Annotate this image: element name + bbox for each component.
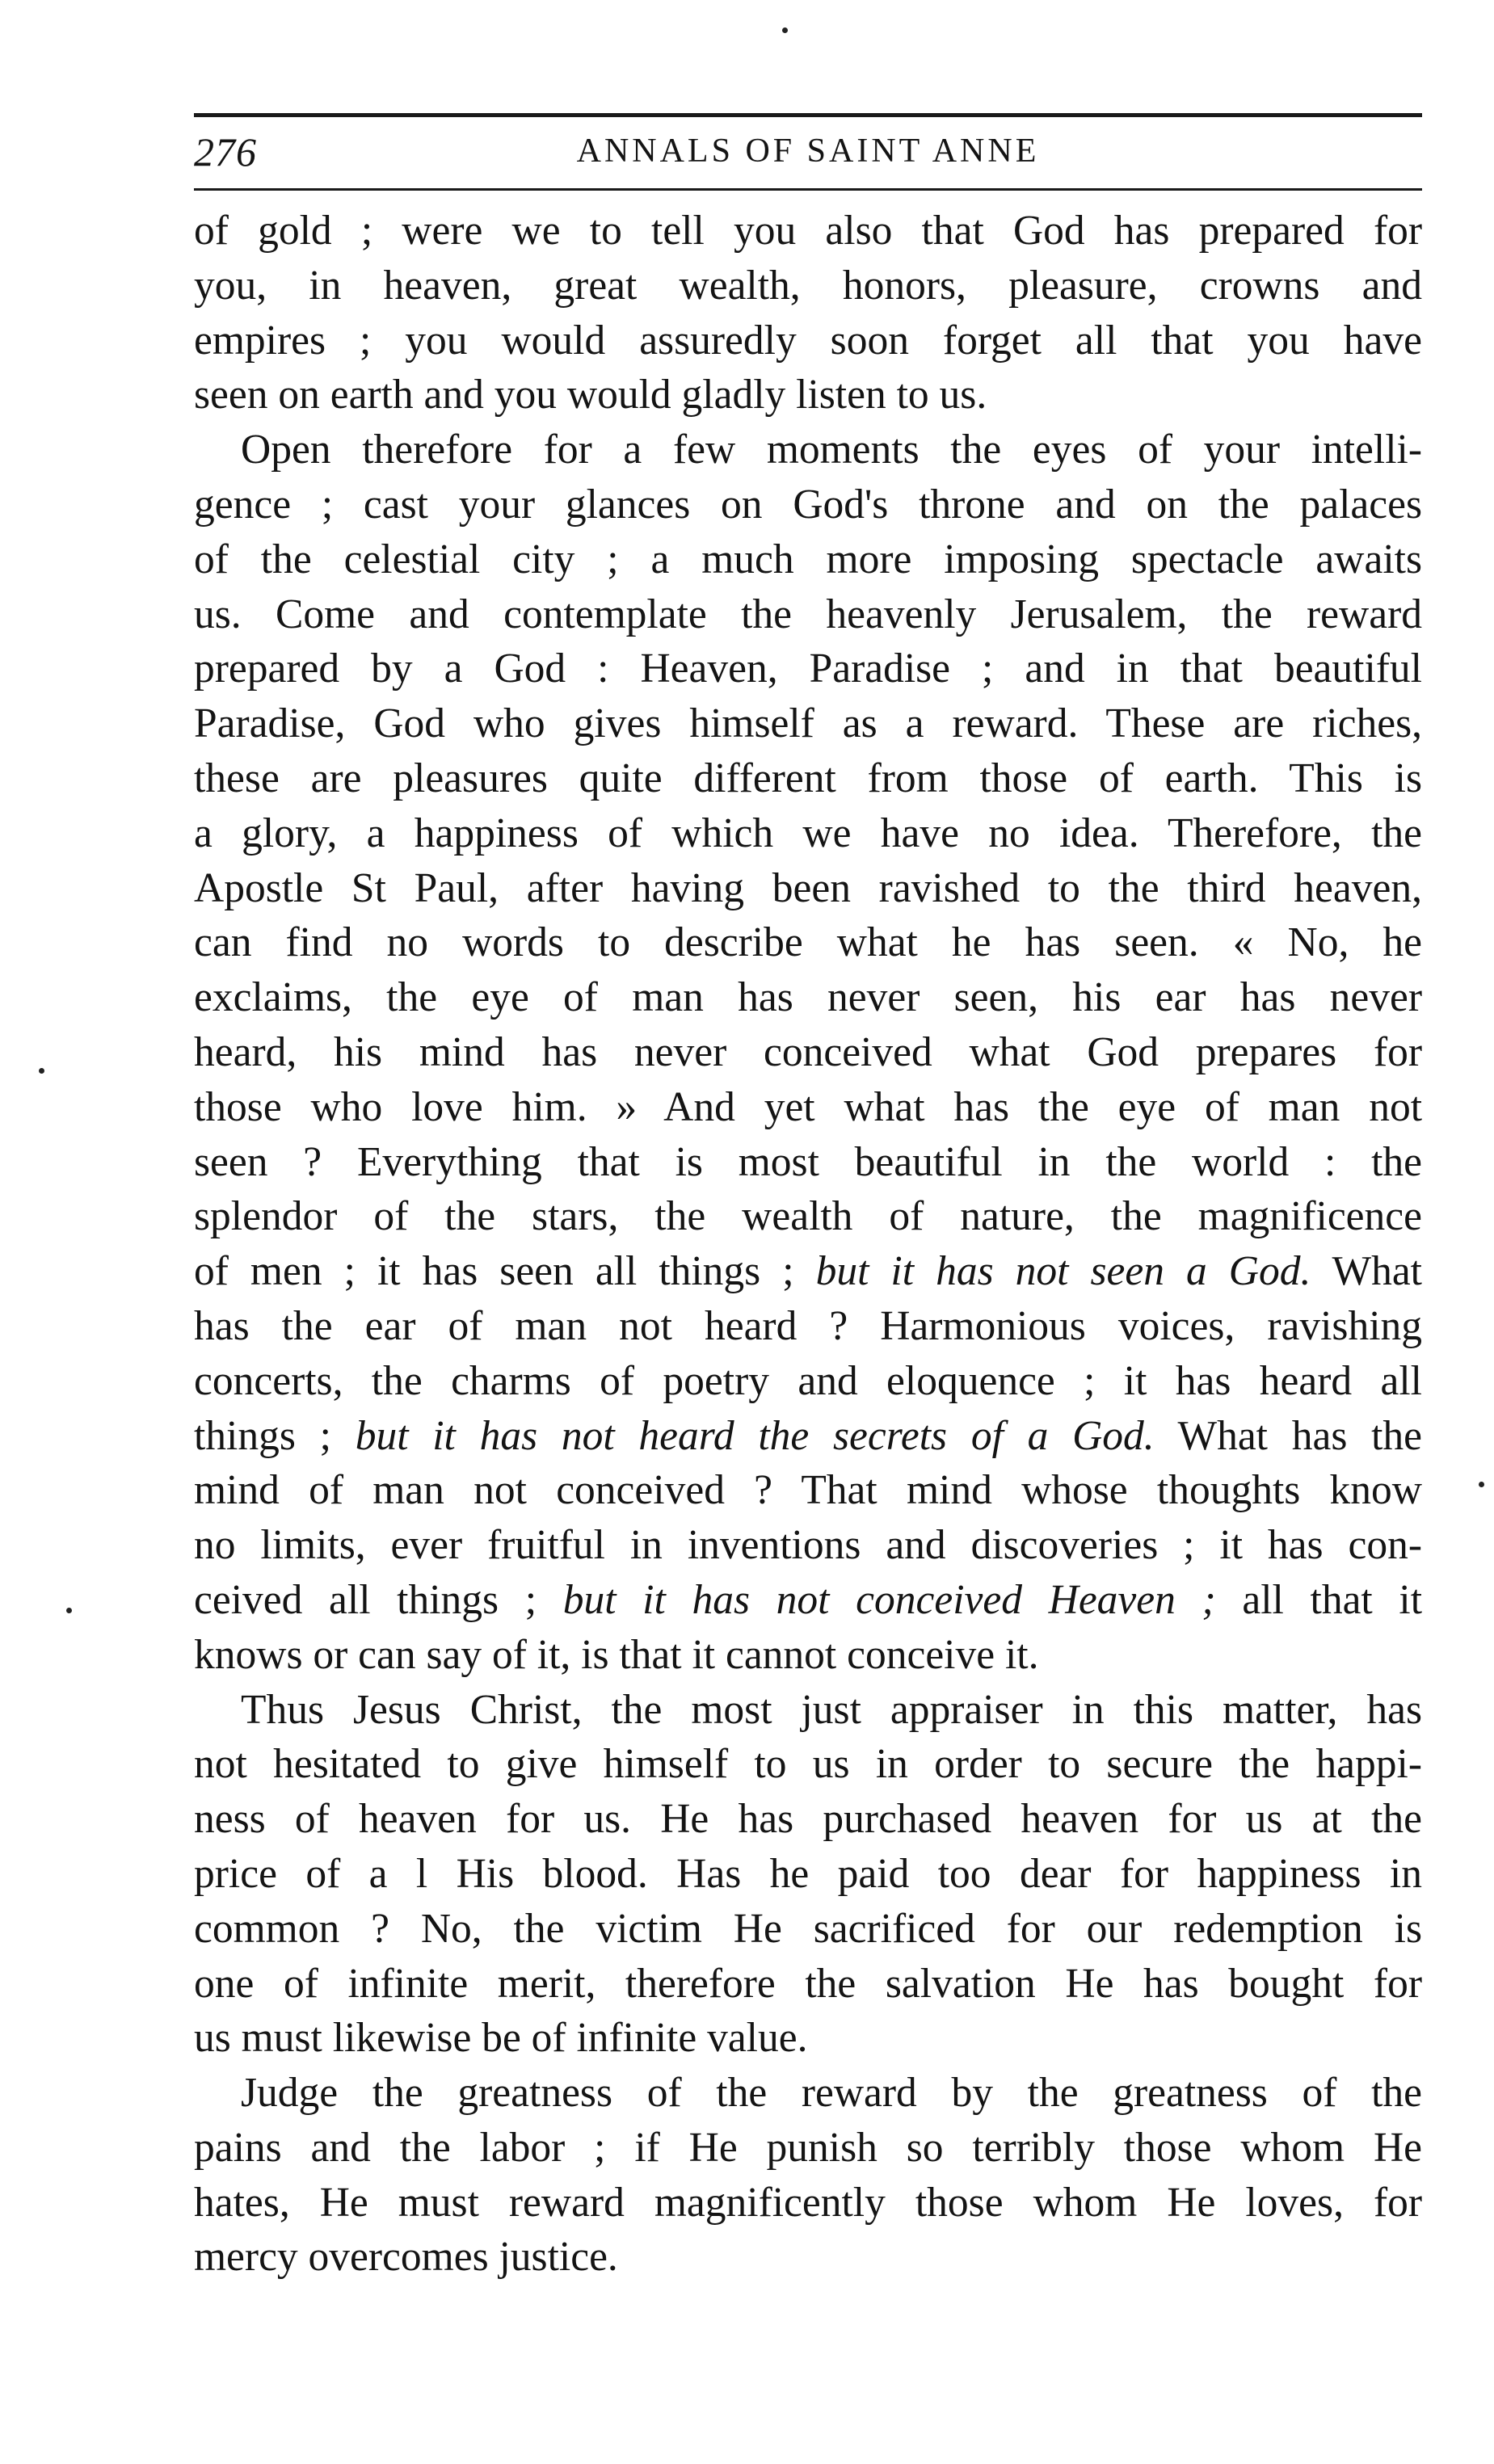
text-run: one of infinite merit, therefore the salvation He has bought for <box>194 1960 1422 2007</box>
text-run: Thus Jesus Christ, the most just appraiser in this matter, has <box>241 1686 1422 1733</box>
text-line <box>194 1080 1422 1135</box>
text-line <box>194 1299 1422 1354</box>
text-run: common ? No, the victim He sacrificed for our redemption is <box>194 1905 1422 1952</box>
text-run: a glory, a happiness of which we have no idea. Therefore, the <box>194 809 1422 856</box>
text-line <box>194 204 1422 259</box>
text-run: you, in heaven, great wealth, honors, pleasure, crowns and <box>194 262 1422 309</box>
text-run: Open therefore for a few moments the eyes of your intelli- <box>241 427 1422 473</box>
text-run: can find no words to describe what he has seen. « No, he <box>194 919 1422 966</box>
text-run: heard, his mind has never conceived what God prepares for <box>194 1028 1422 1075</box>
text-line <box>194 2011 1422 2066</box>
print-speck <box>66 1608 72 1613</box>
text-run: of gold ; were we to tell you also that God has prepared for <box>194 208 1422 254</box>
text-run: knows or can say of it, is that it cannot conceive it. <box>194 1631 1039 1678</box>
running-header <box>194 122 1422 188</box>
text-run: all that it <box>1215 1576 1423 1623</box>
text-line <box>194 423 1422 477</box>
text-line <box>194 1573 1422 1628</box>
print-speck <box>782 27 788 33</box>
text-line <box>194 532 1422 587</box>
text-run: splendor of the stars, the wealth of nature, the magnificence <box>194 1193 1422 1240</box>
text-line <box>194 915 1422 970</box>
text-run: seen ? Everything that is most beautiful in the world : the <box>194 1138 1422 1185</box>
paragraph <box>194 2066 1422 2285</box>
text-line <box>194 2230 1422 2285</box>
text-line <box>194 259 1422 313</box>
text-line <box>194 1518 1422 1573</box>
italic-text: but it has not heard the secrets of a God. <box>355 1412 1155 1459</box>
text-line <box>194 2066 1422 2121</box>
text-run: of men ; it has seen all things ; <box>194 1248 816 1295</box>
book-page <box>194 113 1422 2285</box>
text-run: these are pleasures quite different from those of earth. This is <box>194 755 1422 801</box>
text-line <box>194 970 1422 1025</box>
text-run: seen on earth and you would gladly listen to us. <box>194 372 987 418</box>
text-line <box>194 368 1422 423</box>
text-run: hates, He must reward magnificently those whom He loves, for <box>194 2179 1422 2226</box>
text-run: mind of man not conceived ? That mind whose thoughts know <box>194 1467 1422 1514</box>
text-run: not hesitated to give himself to us in order to secure the happi- <box>194 1741 1422 1788</box>
text-run: What <box>1311 1248 1422 1295</box>
text-line <box>194 2121 1422 2176</box>
text-run: things ; <box>194 1412 356 1459</box>
italic-text: but it has not seen a God. <box>815 1248 1311 1295</box>
text-line <box>194 1025 1422 1080</box>
text-line <box>194 1847 1422 1902</box>
text-run: no limits, ever fruitful in inventions and discoveries ; it has con- <box>194 1522 1422 1569</box>
text-line <box>194 1957 1422 2012</box>
text-run: ceived all things ; <box>194 1576 563 1623</box>
paragraph <box>194 1683 1422 2067</box>
text-line <box>194 861 1422 916</box>
text-line <box>194 751 1422 806</box>
text-run: of the celestial city ; a much more imposing spectacle awaits <box>194 536 1422 582</box>
body-text <box>194 204 1422 2285</box>
text-run: ness of heaven for us. He has purchased heaven for us at the <box>194 1796 1422 1843</box>
text-line <box>194 1354 1422 1409</box>
text-line <box>194 1628 1422 1683</box>
header-rule-top <box>194 113 1422 117</box>
text-line <box>194 1902 1422 1957</box>
text-run: mercy overcomes justice. <box>194 2234 618 2281</box>
text-run: has the ear of man not heard ? Harmonious voices, ravishing <box>194 1302 1422 1349</box>
page-number: 276 <box>194 129 257 174</box>
text-line <box>194 641 1422 696</box>
header-rule-bottom <box>194 188 1422 191</box>
text-line <box>194 1792 1422 1847</box>
text-run: price of a l His blood. Has he paid too dear for happiness in <box>194 1850 1422 1897</box>
paragraph <box>194 204 1422 423</box>
running-title: ANNALS OF SAINT ANNE <box>576 132 1040 170</box>
text-line <box>194 1737 1422 1792</box>
text-line <box>194 1135 1422 1190</box>
text-run: concerts, the charms of poetry and eloquence ; it has heard all <box>194 1357 1422 1404</box>
text-run: What has the <box>1154 1412 1423 1459</box>
text-line <box>194 1409 1422 1464</box>
text-run: pains and the labor ; if He punish so terribly those whom He <box>194 2124 1422 2171</box>
text-run: Apostle St Paul, after having been ravished to the third heaven, <box>194 864 1422 911</box>
text-run: Judge the greatness of the reward by the greatness of the <box>241 2070 1422 2117</box>
text-line <box>194 806 1422 861</box>
text-line <box>194 1244 1422 1299</box>
text-line <box>194 1189 1422 1244</box>
text-line <box>194 587 1422 642</box>
text-run: gence ; cast your glances on God's throne and on the palaces <box>194 481 1422 528</box>
text-run: those who love him. » And yet what has the eye of man not <box>194 1083 1422 1130</box>
text-run: us. Come and contemplate the heavenly Jerusalem, the reward <box>194 591 1422 637</box>
text-run: empires ; you would assuredly soon forget all that you have <box>194 317 1422 364</box>
text-run: exclaims, the eye of man has never seen, his ear has never <box>194 974 1422 1021</box>
text-line <box>194 1463 1422 1518</box>
print-speck <box>1479 1482 1484 1487</box>
text-run: Paradise, God who gives himself as a reward. These are riches, <box>194 700 1422 747</box>
text-line <box>194 477 1422 532</box>
italic-text: but it has not conceived Heaven ; <box>562 1576 1216 1623</box>
paragraph <box>194 423 1422 1682</box>
text-line <box>194 313 1422 368</box>
text-line <box>194 696 1422 751</box>
print-speck <box>39 1068 44 1074</box>
text-line <box>194 1683 1422 1738</box>
text-run: us must likewise be of infinite value. <box>194 2015 808 2062</box>
text-run: prepared by a God : Heaven, Paradise ; and in that beautiful <box>194 645 1422 692</box>
text-line <box>194 2176 1422 2231</box>
